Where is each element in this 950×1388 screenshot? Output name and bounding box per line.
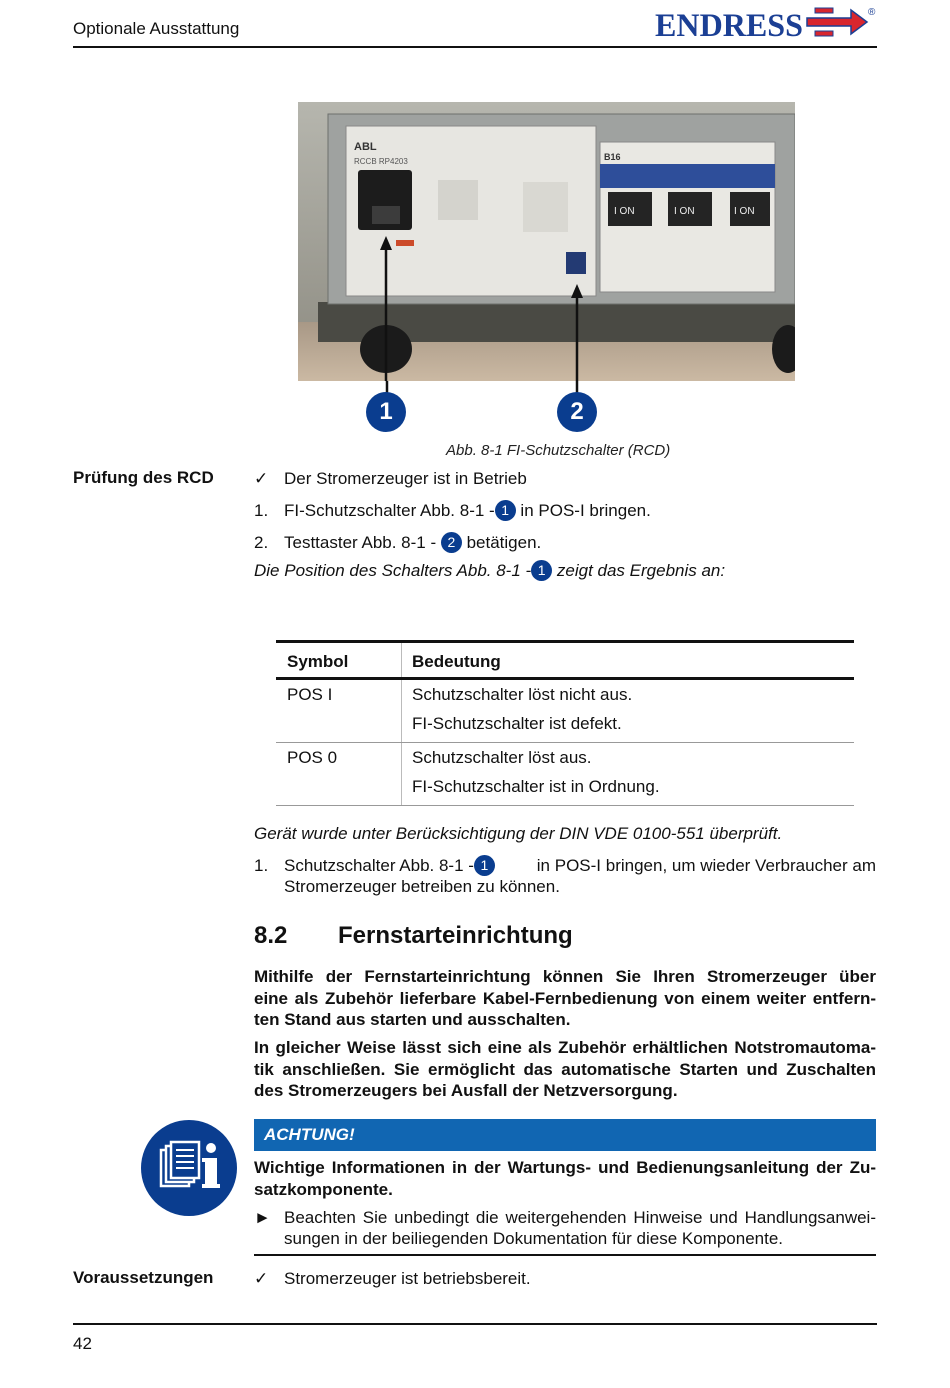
section-title: Fernstarteinrichtung	[338, 922, 573, 949]
prerequisites-item: ✓ Stromerzeuger ist betriebsbereit.	[254, 1269, 531, 1288]
page-number: 42	[73, 1334, 92, 1353]
badge-1: 1	[495, 500, 516, 521]
section-heading	[254, 922, 573, 950]
result-table	[276, 640, 854, 806]
arrow-bullet-icon: ►	[254, 1208, 271, 1227]
reset-step: 1. Schutzschalter Abb. 8-1 - 1 in POS-I bringen, um wieder Verbraucher am Stromerzeuger betreiben zu können.	[254, 856, 876, 896]
warning-text: Wichtige Informationen in der Wartungs- und Bedienungsanleitung der Zu- satzkomponente.	[254, 1158, 876, 1199]
warning-title: ACHTUNG!	[264, 1125, 355, 1144]
section-number: 8.2	[254, 922, 288, 949]
table-header-symbol: Symbol	[287, 652, 349, 671]
registered-mark: ®	[868, 7, 876, 18]
photo-on-label-1: I ON	[614, 206, 635, 217]
table-row: POS I Schutzschalter löst nicht aus. FI-Schutzschalter ist defekt.	[276, 680, 854, 743]
check-icon: ✓	[254, 469, 269, 488]
photo-brand-label: ABL	[354, 141, 377, 153]
rcd-precondition: ✓ Der Stromerzeuger ist in Betrieb	[254, 469, 527, 488]
photo-breaker-label: B16	[604, 152, 621, 162]
rcd-step-1: 1. FI-Schutzschalter Abb. 8-1 - 1 in POS-I bringen.	[254, 501, 651, 520]
logo-arrows-icon	[807, 8, 867, 36]
warning-rule	[254, 1254, 876, 1256]
rcd-result: Die Position des Schalters Abb. 8-1 - 1 zeigt das Ergebnis an:	[254, 561, 726, 580]
endress-logo	[655, 2, 880, 44]
prerequisites-side-label: Voraussetzungen	[73, 1268, 214, 1287]
rcd-photo	[298, 102, 795, 381]
badge-2: 2	[441, 532, 462, 553]
rcd-step-2: 2. Testtaster Abb. 8-1 - 2 betätigen.	[254, 533, 542, 552]
callout-1: 1	[366, 392, 406, 432]
header-rule	[73, 46, 877, 48]
section-paragraph-1: Mithilfe der Fernstarteinrichtung können Sie Ihren Stromerzeuger über eine als Zubehör lieferbare Kabel-Fernbedienung von einem weiter entfern- ten Stand aus starten und ausschalten.	[254, 967, 876, 1029]
logo-brand-text: ENDRESS	[655, 8, 803, 44]
din-note: Gerät wurde unter Berücksichtigung der DIN VDE 0100-551 überprüft.	[254, 824, 783, 843]
photo-model-label: RCCB RP4203	[354, 157, 408, 166]
callout-2: 2	[557, 392, 597, 432]
table-row: POS 0 Schutzschalter löst aus. FI-Schutzschalter ist in Ordnung.	[276, 743, 854, 806]
check-icon: ✓	[254, 1269, 269, 1288]
table-header-meaning: Bedeutung	[412, 652, 501, 671]
table-header	[276, 643, 854, 677]
info-document-icon	[141, 1120, 237, 1216]
warning-bullet: ► Beachten Sie unbedingt die weitergehenden Hinweise und Handlungsanwei- sungen in der beiliegenden Dokumentation für diese Komponente.	[254, 1208, 876, 1248]
photo-on-label-2: I ON	[674, 206, 695, 217]
footer-rule	[73, 1323, 877, 1325]
section-paragraph-2: In gleicher Weise lässt sich eine als Zubehör erhältlichen Notstromautoma- tik anschließen. Sie ermöglicht das automatische Starten und Zuschalten des Stromerzeugers bei Ausfall der Netzversorgung.	[254, 1038, 876, 1100]
photo-on-label-3: I ON	[734, 206, 755, 217]
badge-1: 1	[531, 560, 552, 581]
badge-1: 1	[474, 855, 495, 876]
warning-bar	[254, 1119, 876, 1151]
rcd-side-label: Prüfung des RCD	[73, 468, 214, 487]
figure-caption: Abb. 8-1 FI-Schutzschalter (RCD)	[446, 442, 671, 459]
running-header-title: Optionale Ausstattung	[73, 19, 240, 38]
